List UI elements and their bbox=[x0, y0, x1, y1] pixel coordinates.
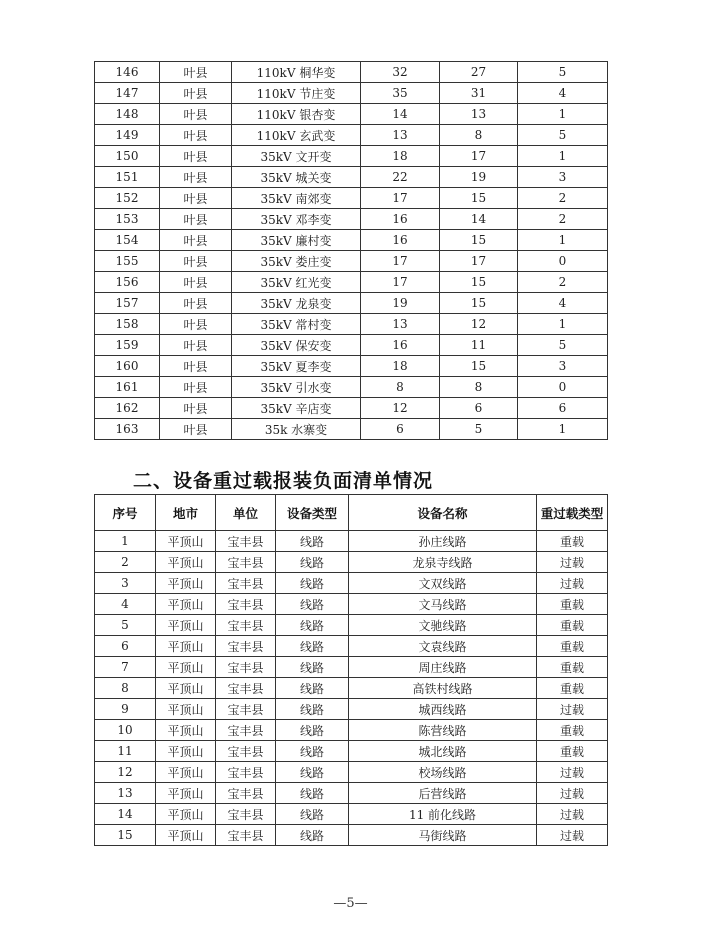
cell-county: 叶县 bbox=[160, 167, 232, 188]
cell-value-c: 5 bbox=[518, 125, 608, 146]
cell-index: 161 bbox=[95, 377, 160, 398]
cell-city: 平顶山 bbox=[156, 552, 216, 573]
cell-substation: 35kV 南郊变 bbox=[232, 188, 361, 209]
header-equipment-name: 设备名称 bbox=[349, 495, 537, 531]
cell-index: 13 bbox=[95, 783, 156, 804]
cell-county: 叶县 bbox=[160, 272, 232, 293]
table-row bbox=[95, 678, 608, 699]
header-equipment-type: 设备类型 bbox=[276, 495, 349, 531]
overload-equipment-table bbox=[94, 494, 608, 846]
table-row bbox=[95, 83, 608, 104]
cell-value-a: 13 bbox=[361, 125, 440, 146]
cell-overload-type: 重载 bbox=[537, 594, 608, 615]
cell-substation: 110kV 银杏变 bbox=[232, 104, 361, 125]
cell-overload-type: 过载 bbox=[537, 804, 608, 825]
cell-value-c: 5 bbox=[518, 62, 608, 83]
cell-overload-type: 过载 bbox=[537, 825, 608, 846]
table-row bbox=[95, 783, 608, 804]
cell-value-a: 8 bbox=[361, 377, 440, 398]
table-row bbox=[95, 699, 608, 720]
header-overload-type: 重过载类型 bbox=[537, 495, 608, 531]
cell-value-c: 3 bbox=[518, 167, 608, 188]
cell-index: 158 bbox=[95, 314, 160, 335]
cell-value-b: 6 bbox=[440, 398, 518, 419]
cell-value-a: 6 bbox=[361, 419, 440, 440]
cell-county: 叶县 bbox=[160, 230, 232, 251]
cell-substation: 35kV 邓李变 bbox=[232, 209, 361, 230]
cell-city: 平顶山 bbox=[156, 825, 216, 846]
cell-index: 153 bbox=[95, 209, 160, 230]
table-row bbox=[95, 419, 608, 440]
table-row bbox=[95, 804, 608, 825]
cell-value-a: 18 bbox=[361, 356, 440, 377]
cell-unit: 宝丰县 bbox=[216, 678, 276, 699]
cell-value-a: 13 bbox=[361, 314, 440, 335]
cell-index: 160 bbox=[95, 356, 160, 377]
cell-value-a: 19 bbox=[361, 293, 440, 314]
cell-index: 157 bbox=[95, 293, 160, 314]
cell-city: 平顶山 bbox=[156, 657, 216, 678]
cell-unit: 宝丰县 bbox=[216, 762, 276, 783]
cell-unit: 宝丰县 bbox=[216, 825, 276, 846]
cell-city: 平顶山 bbox=[156, 783, 216, 804]
table-row bbox=[95, 104, 608, 125]
cell-value-a: 16 bbox=[361, 335, 440, 356]
header-index: 序号 bbox=[95, 495, 156, 531]
cell-substation: 35kV 文开变 bbox=[232, 146, 361, 167]
cell-value-b: 13 bbox=[440, 104, 518, 125]
cell-value-b: 8 bbox=[440, 377, 518, 398]
table-row bbox=[95, 720, 608, 741]
header-city: 地市 bbox=[156, 495, 216, 531]
cell-index: 3 bbox=[95, 573, 156, 594]
cell-equipment-name: 文袁线路 bbox=[349, 636, 537, 657]
cell-city: 平顶山 bbox=[156, 720, 216, 741]
cell-overload-type: 重载 bbox=[537, 615, 608, 636]
cell-equipment-name: 城西线路 bbox=[349, 699, 537, 720]
cell-substation: 35kV 保安变 bbox=[232, 335, 361, 356]
cell-equipment-type: 线路 bbox=[276, 825, 349, 846]
cell-county: 叶县 bbox=[160, 419, 232, 440]
table-row bbox=[95, 209, 608, 230]
cell-city: 平顶山 bbox=[156, 531, 216, 552]
cell-substation: 35kV 夏李变 bbox=[232, 356, 361, 377]
cell-value-a: 17 bbox=[361, 272, 440, 293]
cell-index: 10 bbox=[95, 720, 156, 741]
cell-equipment-name: 文驰线路 bbox=[349, 615, 537, 636]
table-row bbox=[95, 377, 608, 398]
cell-equipment-type: 线路 bbox=[276, 783, 349, 804]
cell-value-c: 5 bbox=[518, 335, 608, 356]
cell-city: 平顶山 bbox=[156, 615, 216, 636]
cell-unit: 宝丰县 bbox=[216, 699, 276, 720]
cell-equipment-type: 线路 bbox=[276, 552, 349, 573]
cell-equipment-type: 线路 bbox=[276, 678, 349, 699]
table-row bbox=[95, 573, 608, 594]
cell-index: 12 bbox=[95, 762, 156, 783]
cell-substation: 35kV 红光变 bbox=[232, 272, 361, 293]
cell-index: 147 bbox=[95, 83, 160, 104]
cell-county: 叶县 bbox=[160, 293, 232, 314]
cell-unit: 宝丰县 bbox=[216, 531, 276, 552]
cell-value-a: 18 bbox=[361, 146, 440, 167]
table-row bbox=[95, 657, 608, 678]
cell-unit: 宝丰县 bbox=[216, 636, 276, 657]
cell-value-c: 3 bbox=[518, 356, 608, 377]
cell-value-c: 0 bbox=[518, 251, 608, 272]
cell-value-b: 8 bbox=[440, 125, 518, 146]
cell-overload-type: 重载 bbox=[537, 636, 608, 657]
cell-unit: 宝丰县 bbox=[216, 552, 276, 573]
cell-value-b: 5 bbox=[440, 419, 518, 440]
cell-index: 8 bbox=[95, 678, 156, 699]
table-row bbox=[95, 230, 608, 251]
cell-equipment-name: 马街线路 bbox=[349, 825, 537, 846]
cell-equipment-name: 陈营线路 bbox=[349, 720, 537, 741]
page-number: —5— bbox=[333, 896, 368, 911]
cell-substation: 35kV 辛店变 bbox=[232, 398, 361, 419]
cell-county: 叶县 bbox=[160, 314, 232, 335]
cell-value-c: 0 bbox=[518, 377, 608, 398]
cell-overload-type: 过载 bbox=[537, 573, 608, 594]
cell-value-b: 17 bbox=[440, 251, 518, 272]
cell-equipment-type: 线路 bbox=[276, 531, 349, 552]
cell-county: 叶县 bbox=[160, 209, 232, 230]
cell-index: 148 bbox=[95, 104, 160, 125]
cell-index: 155 bbox=[95, 251, 160, 272]
cell-overload-type: 过载 bbox=[537, 699, 608, 720]
cell-equipment-name: 高铁村线路 bbox=[349, 678, 537, 699]
cell-value-c: 1 bbox=[518, 314, 608, 335]
cell-overload-type: 过载 bbox=[537, 762, 608, 783]
table-row bbox=[95, 615, 608, 636]
cell-city: 平顶山 bbox=[156, 594, 216, 615]
table-row bbox=[95, 552, 608, 573]
cell-value-c: 4 bbox=[518, 293, 608, 314]
cell-index: 1 bbox=[95, 531, 156, 552]
cell-unit: 宝丰县 bbox=[216, 804, 276, 825]
cell-index: 5 bbox=[95, 615, 156, 636]
cell-city: 平顶山 bbox=[156, 699, 216, 720]
cell-value-b: 15 bbox=[440, 230, 518, 251]
cell-equipment-name: 后营线路 bbox=[349, 783, 537, 804]
cell-value-b: 15 bbox=[440, 272, 518, 293]
cell-substation: 35k 水寨变 bbox=[232, 419, 361, 440]
cell-value-b: 19 bbox=[440, 167, 518, 188]
cell-city: 平顶山 bbox=[156, 636, 216, 657]
cell-index: 150 bbox=[95, 146, 160, 167]
cell-value-a: 12 bbox=[361, 398, 440, 419]
cell-value-b: 15 bbox=[440, 293, 518, 314]
table-row bbox=[95, 825, 608, 846]
cell-value-b: 11 bbox=[440, 335, 518, 356]
cell-substation: 35kV 常村变 bbox=[232, 314, 361, 335]
cell-unit: 宝丰县 bbox=[216, 573, 276, 594]
cell-value-a: 22 bbox=[361, 167, 440, 188]
cell-overload-type: 重载 bbox=[537, 741, 608, 762]
cell-index: 163 bbox=[95, 419, 160, 440]
cell-value-c: 1 bbox=[518, 104, 608, 125]
cell-equipment-type: 线路 bbox=[276, 804, 349, 825]
cell-value-c: 2 bbox=[518, 209, 608, 230]
table-row bbox=[95, 762, 608, 783]
cell-equipment-name: 校场线路 bbox=[349, 762, 537, 783]
table-row bbox=[95, 293, 608, 314]
cell-substation: 35kV 引水变 bbox=[232, 377, 361, 398]
cell-equipment-name: 11 前化线路 bbox=[349, 804, 537, 825]
cell-city: 平顶山 bbox=[156, 804, 216, 825]
cell-city: 平顶山 bbox=[156, 678, 216, 699]
cell-unit: 宝丰县 bbox=[216, 783, 276, 804]
cell-equipment-name: 文双线路 bbox=[349, 573, 537, 594]
cell-overload-type: 重载 bbox=[537, 720, 608, 741]
cell-value-c: 4 bbox=[518, 83, 608, 104]
table-row bbox=[95, 335, 608, 356]
cell-index: 159 bbox=[95, 335, 160, 356]
cell-value-b: 15 bbox=[440, 356, 518, 377]
cell-county: 叶县 bbox=[160, 146, 232, 167]
cell-index: 9 bbox=[95, 699, 156, 720]
cell-index: 152 bbox=[95, 188, 160, 209]
cell-equipment-name: 周庄线路 bbox=[349, 657, 537, 678]
cell-unit: 宝丰县 bbox=[216, 615, 276, 636]
table-row bbox=[95, 146, 608, 167]
cell-index: 2 bbox=[95, 552, 156, 573]
cell-index: 14 bbox=[95, 804, 156, 825]
table-row bbox=[95, 636, 608, 657]
cell-substation: 110kV 玄武变 bbox=[232, 125, 361, 146]
cell-value-c: 2 bbox=[518, 188, 608, 209]
cell-value-a: 16 bbox=[361, 209, 440, 230]
cell-county: 叶县 bbox=[160, 83, 232, 104]
cell-substation: 110kV 节庄变 bbox=[232, 83, 361, 104]
cell-value-c: 2 bbox=[518, 272, 608, 293]
cell-equipment-name: 城北线路 bbox=[349, 741, 537, 762]
cell-value-c: 6 bbox=[518, 398, 608, 419]
cell-equipment-type: 线路 bbox=[276, 741, 349, 762]
cell-equipment-name: 孙庄线路 bbox=[349, 531, 537, 552]
cell-index: 149 bbox=[95, 125, 160, 146]
cell-value-c: 1 bbox=[518, 230, 608, 251]
cell-index: 15 bbox=[95, 825, 156, 846]
cell-index: 154 bbox=[95, 230, 160, 251]
table-row bbox=[95, 188, 608, 209]
header-unit: 单位 bbox=[216, 495, 276, 531]
table-row bbox=[95, 251, 608, 272]
cell-equipment-type: 线路 bbox=[276, 573, 349, 594]
cell-value-c: 1 bbox=[518, 419, 608, 440]
cell-county: 叶县 bbox=[160, 335, 232, 356]
cell-county: 叶县 bbox=[160, 356, 232, 377]
table-row bbox=[95, 125, 608, 146]
cell-county: 叶县 bbox=[160, 251, 232, 272]
cell-unit: 宝丰县 bbox=[216, 657, 276, 678]
cell-value-a: 14 bbox=[361, 104, 440, 125]
table-row bbox=[95, 741, 608, 762]
cell-index: 6 bbox=[95, 636, 156, 657]
cell-equipment-name: 文马线路 bbox=[349, 594, 537, 615]
cell-equipment-type: 线路 bbox=[276, 615, 349, 636]
cell-index: 4 bbox=[95, 594, 156, 615]
cell-equipment-type: 线路 bbox=[276, 720, 349, 741]
cell-value-a: 17 bbox=[361, 251, 440, 272]
cell-unit: 宝丰县 bbox=[216, 594, 276, 615]
table-row bbox=[95, 272, 608, 293]
cell-value-a: 35 bbox=[361, 83, 440, 104]
table-row bbox=[95, 531, 608, 552]
cell-unit: 宝丰县 bbox=[216, 720, 276, 741]
cell-value-a: 32 bbox=[361, 62, 440, 83]
cell-index: 151 bbox=[95, 167, 160, 188]
cell-county: 叶县 bbox=[160, 62, 232, 83]
cell-value-a: 16 bbox=[361, 230, 440, 251]
cell-value-b: 14 bbox=[440, 209, 518, 230]
cell-unit: 宝丰县 bbox=[216, 741, 276, 762]
table-row bbox=[95, 594, 608, 615]
cell-overload-type: 重载 bbox=[537, 678, 608, 699]
section-title: 二、设备重过载报装负面清单情况 bbox=[133, 470, 434, 492]
cell-county: 叶县 bbox=[160, 104, 232, 125]
cell-value-b: 27 bbox=[440, 62, 518, 83]
cell-equipment-type: 线路 bbox=[276, 636, 349, 657]
cell-overload-type: 过载 bbox=[537, 552, 608, 573]
table-header-row bbox=[95, 495, 608, 531]
cell-value-b: 17 bbox=[440, 146, 518, 167]
cell-substation: 35kV 龙泉变 bbox=[232, 293, 361, 314]
cell-equipment-type: 线路 bbox=[276, 657, 349, 678]
cell-equipment-type: 线路 bbox=[276, 594, 349, 615]
cell-value-b: 15 bbox=[440, 188, 518, 209]
cell-equipment-type: 线路 bbox=[276, 762, 349, 783]
table-row bbox=[95, 356, 608, 377]
cell-substation: 35kV 娄庄变 bbox=[232, 251, 361, 272]
cell-index: 146 bbox=[95, 62, 160, 83]
cell-equipment-type: 线路 bbox=[276, 699, 349, 720]
cell-value-a: 17 bbox=[361, 188, 440, 209]
cell-city: 平顶山 bbox=[156, 762, 216, 783]
cell-index: 7 bbox=[95, 657, 156, 678]
cell-substation: 110kV 桐华变 bbox=[232, 62, 361, 83]
table-row bbox=[95, 62, 608, 83]
cell-overload-type: 重载 bbox=[537, 657, 608, 678]
cell-county: 叶县 bbox=[160, 377, 232, 398]
cell-city: 平顶山 bbox=[156, 741, 216, 762]
cell-county: 叶县 bbox=[160, 125, 232, 146]
cell-index: 156 bbox=[95, 272, 160, 293]
cell-overload-type: 重载 bbox=[537, 531, 608, 552]
cell-equipment-name: 龙泉寺线路 bbox=[349, 552, 537, 573]
cell-city: 平顶山 bbox=[156, 573, 216, 594]
cell-value-b: 31 bbox=[440, 83, 518, 104]
cell-substation: 35kV 廉村变 bbox=[232, 230, 361, 251]
table-row bbox=[95, 398, 608, 419]
cell-county: 叶县 bbox=[160, 188, 232, 209]
cell-overload-type: 过载 bbox=[537, 783, 608, 804]
cell-county: 叶县 bbox=[160, 398, 232, 419]
table-row bbox=[95, 314, 608, 335]
substation-table bbox=[94, 61, 608, 440]
cell-value-b: 12 bbox=[440, 314, 518, 335]
cell-substation: 35kV 城关变 bbox=[232, 167, 361, 188]
cell-index: 11 bbox=[95, 741, 156, 762]
cell-index: 162 bbox=[95, 398, 160, 419]
cell-value-c: 1 bbox=[518, 146, 608, 167]
table-row bbox=[95, 167, 608, 188]
